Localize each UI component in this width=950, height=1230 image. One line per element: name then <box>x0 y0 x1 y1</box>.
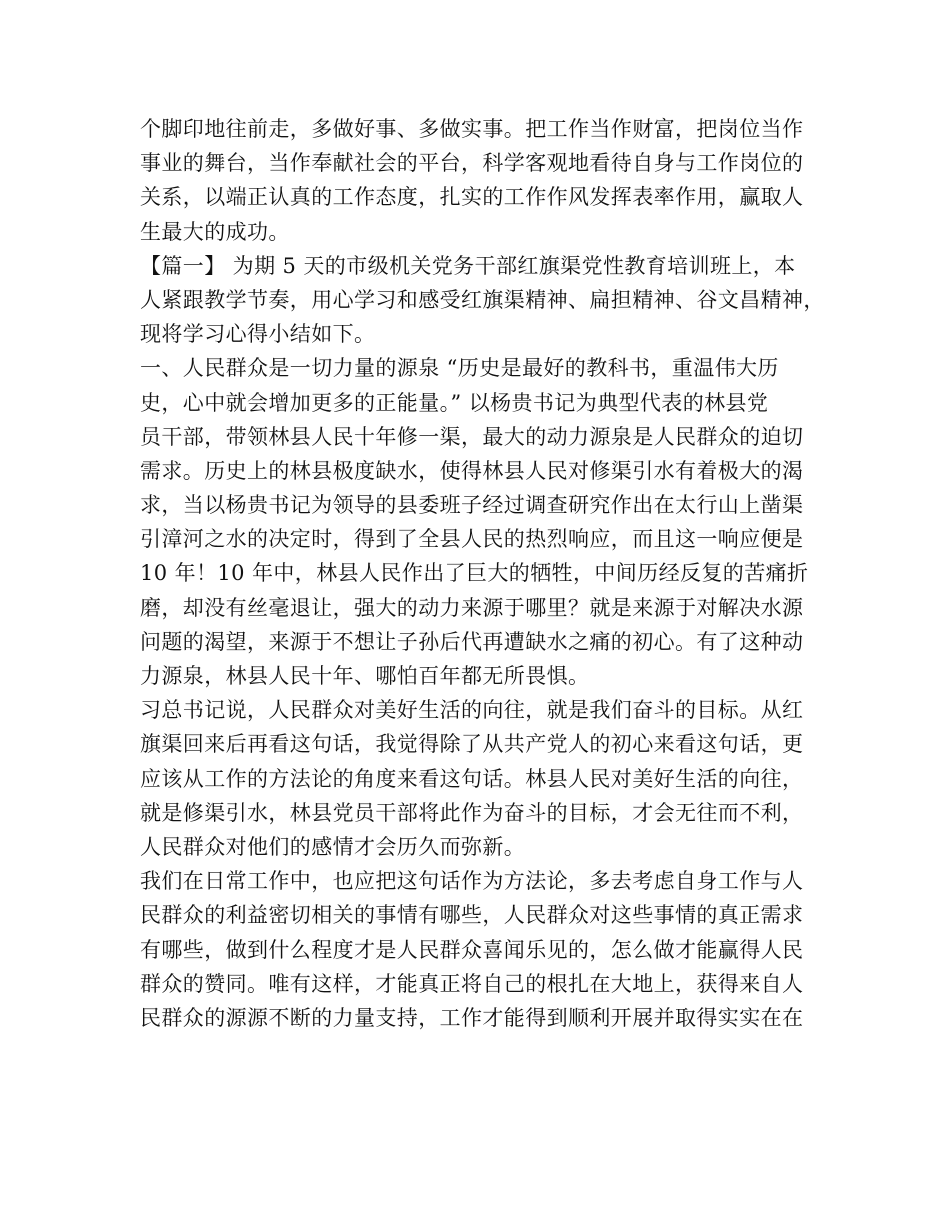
text-line: 个脚印地往前走，多做好事、多做实事。把工作当作财富，把岗位当作 <box>140 117 804 141</box>
text-line: 10 年！10 年中，林县人民作出了巨大的牺牲，中间历经反复的苦痛折 <box>140 561 809 586</box>
body-text <box>140 112 840 1035</box>
text-line: 民群众的源源不断的力量支持，工作才能得到顺利开展并取得实实在在 <box>140 1005 804 1030</box>
text-line: 我们在日常工作中，也应把这句话作为方法论，多去考虑自身工作与人 <box>140 869 804 894</box>
text-line: 员干部，带领林县人民十年修一渠，最大的动力源泉是人民群众的迫切 <box>140 424 804 449</box>
text-line: 人紧跟教学节奏，用心学习和感受红旗渠精神、扁担精神、谷文昌精神， <box>140 287 825 312</box>
text-line: 力源泉，林县人民十年、哪怕百年都无所畏惧。 <box>140 664 590 688</box>
text-line: 引漳河之水的决定时，得到了全县人民的热烈响应，而且这一响应便是 <box>140 527 804 552</box>
text-line: 问题的渴望，来源于不想让子孙后代再遭缺水之痛的初心。有了这种动 <box>140 629 804 654</box>
text-line: 民群众的利益密切相关的事情有哪些，人民群众对这些事情的真正需求 <box>140 903 804 928</box>
text-line: 应该从工作的方法论的角度来看这句话。林县人民对美好生活的向往， <box>140 766 804 791</box>
text-line: 人民群众对他们的感情才会历久而弥新。 <box>140 834 526 859</box>
text-line: 生最大的成功。 <box>140 219 290 244</box>
text-line: 史，心中就会增加更多的正能量。” 以杨贵书记为典型代表的林县党 <box>140 390 769 415</box>
text-line: 就是修渠引水，林县党员干部将此作为奋斗的目标，才会无往而不利， <box>140 800 804 825</box>
text-line: 求，当以杨贵书记为领导的县委班子经过调查研究作出在太行山上凿渠 <box>140 493 804 518</box>
text-line: 需求。历史上的林县极度缺水，使得林县人民对修渠引水有着极大的渴 <box>140 458 804 483</box>
text-line: 事业的舞台，当作奉献社会的平台，科学客观地看待自身与工作岗位的 <box>140 151 804 176</box>
subheading-line: 一、人民群众是一切力量的源泉 “历史是最好的教科书，重温伟大历 <box>140 356 779 381</box>
text-line: 旗渠回来后再看这句话，我觉得除了从共产党人的初心来看这句话，更 <box>140 732 804 757</box>
text-line: 现将学习心得小结如下。 <box>140 322 376 347</box>
text-line: 群众的赞同。唯有这样，才能真正将自己的根扎在大地上，获得来自人 <box>140 971 804 996</box>
text-line: 有哪些，做到什么程度才是人民群众喜闻乐见的，怎么做才能赢得人民 <box>140 937 804 962</box>
text-line: 磨，却没有丝毫退让，强大的动力来源于哪里？就是来源于对解决水源 <box>140 595 804 620</box>
section-heading-line: 【篇一】 为期 5 天的市级机关党务干部红旗渠党性教育培训班上，本 <box>140 253 796 278</box>
text-line: 习总书记说，人民群众对美好生活的向往，就是我们奋斗的目标。从红 <box>140 698 804 723</box>
text-line: 关系，以端正认真的工作态度，扎实的工作作风发挥表率作用，赢取人 <box>140 185 804 210</box>
